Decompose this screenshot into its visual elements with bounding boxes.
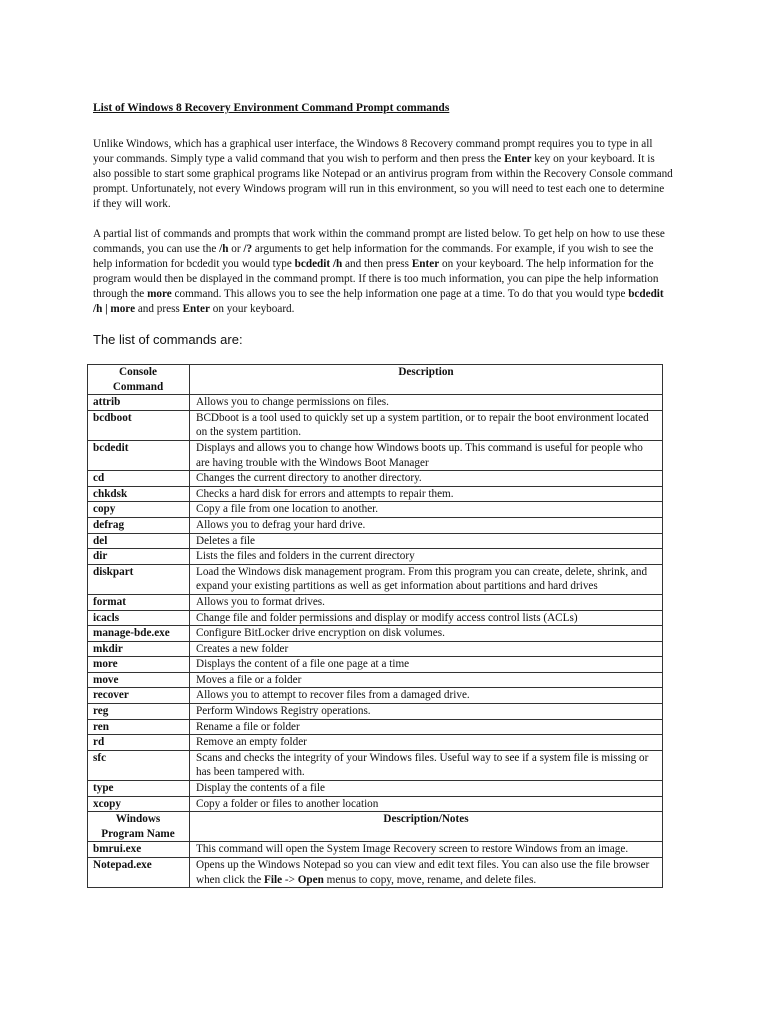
table-row — [88, 858, 663, 888]
commands-table-body — [88, 365, 663, 888]
command-description: Lists the files and folders in the current directory — [190, 549, 663, 565]
intro-paragraph: Unlike Windows, which has a graphical user interface, the Windows 8 Recovery command prompt requires you to type in all your commands. Simply type a valid command that you wish to perform and then press the Enter key on your keyboard. It is also possible to start some graphical programs like Notepad or an antivirus program from within the Recovery Console command prompt. Unfortunately, not every Windows program will run in this environment, so you will need to test each one to determine if they will work. — [93, 138, 673, 210]
command-description: Change file and folder permissions and display or modify access control lists (ACLs) — [190, 610, 663, 626]
command-description: Copy a folder or files to another location — [190, 796, 663, 812]
command-name: bcdedit — [88, 440, 190, 470]
table-row — [88, 796, 663, 812]
command-name: del — [88, 533, 190, 549]
table-row — [88, 395, 663, 411]
command-name: ren — [88, 719, 190, 735]
command-name: reg — [88, 704, 190, 720]
command-description: Allows you to format drives. — [190, 594, 663, 610]
command-name: attrib — [88, 395, 190, 411]
command-name: chkdsk — [88, 486, 190, 502]
command-name: type — [88, 781, 190, 797]
table-row — [88, 440, 663, 470]
table-row — [88, 641, 663, 657]
bold-term: Enter — [182, 303, 210, 315]
command-description: Allows you to defrag your hard drive. — [190, 517, 663, 533]
command-description: BCDboot is a tool used to quickly set up a system partition, or to repair the boot environment located on the system partition. — [190, 410, 663, 440]
program-description: Opens up the Windows Notepad so you can view and edit text files. You can also use the file browser when click the File -> Open menus to copy, move, rename, and delete files. — [190, 858, 663, 888]
console-command-header: Console Command — [88, 365, 190, 395]
table-row — [88, 626, 663, 642]
command-description: Checks a hard disk for errors and attempts to repair them. — [190, 486, 663, 502]
command-name: mkdir — [88, 641, 190, 657]
command-name: xcopy — [88, 796, 190, 812]
command-description: Rename a file or folder — [190, 719, 663, 735]
table-row — [88, 672, 663, 688]
command-description: Scans and checks the integrity of your Windows files. Useful way to see if a system file is missing or has been tampered with. — [190, 750, 663, 780]
command-description: Load the Windows disk management program. From this program you can create, delete, shrink, and expand your existing partitions as well as get information about partitions and hard drives — [190, 564, 663, 594]
command-description: Perform Windows Registry operations. — [190, 704, 663, 720]
command-description: Allows you to change permissions on files. — [190, 395, 663, 411]
program-name: Notepad.exe — [88, 858, 190, 888]
bold-term: bcdedit /h | more — [93, 288, 664, 315]
table-row — [88, 533, 663, 549]
table-row — [88, 719, 663, 735]
table-row — [88, 471, 663, 487]
command-description: Copy a file from one location to another. — [190, 502, 663, 518]
program-name: bmrui.exe — [88, 842, 190, 858]
command-name: copy — [88, 502, 190, 518]
command-name: icacls — [88, 610, 190, 626]
bold-term: more — [147, 288, 172, 300]
command-description: Deletes a file — [190, 533, 663, 549]
command-name: more — [88, 657, 190, 673]
help-paragraph: A partial list of commands and prompts that work within the command prompt are listed below. To get help on how to use these commands, you can use the /h or /? arguments to get help information for the commands. For example, if you wish to see the help information for bcdedit you would type bcdedit /h and then press Enter on your keyboard. The help information for the program would then be displayed in the command prompt. If there is too much information, you can pipe the help information through the more command. This allows you to see the help information one page at a time. To do that you would type bcdedit /h | more and press Enter on your keyboard. — [93, 228, 665, 315]
command-name: cd — [88, 471, 190, 487]
bold-term: bcdedit /h — [294, 258, 343, 270]
command-description: Display the contents of a file — [190, 781, 663, 797]
description-header: Description — [190, 365, 663, 395]
table-row — [88, 410, 663, 440]
command-name: bcdboot — [88, 410, 190, 440]
table-row — [88, 517, 663, 533]
command-description: Moves a file or a folder — [190, 672, 663, 688]
command-description: Allows you to attempt to recover files from a damaged drive. — [190, 688, 663, 704]
table-row — [88, 502, 663, 518]
program-name-header: Windows Program Name — [88, 812, 190, 842]
commands-table — [87, 364, 663, 888]
bold-term: /h — [219, 243, 229, 255]
command-name: recover — [88, 688, 190, 704]
command-name: sfc — [88, 750, 190, 780]
table-row — [88, 549, 663, 565]
table-row — [88, 594, 663, 610]
command-description: Changes the current directory to another directory. — [190, 471, 663, 487]
command-name: defrag — [88, 517, 190, 533]
description-notes-header: Description/Notes — [190, 812, 663, 842]
table-row — [88, 486, 663, 502]
table-row — [88, 610, 663, 626]
command-description: Displays and allows you to change how Windows boots up. This command is useful for people who are having trouble with the Windows Boot Manager — [190, 440, 663, 470]
bold-term: Enter — [411, 258, 440, 270]
table-row — [88, 842, 663, 858]
table-row — [88, 657, 663, 673]
table-row — [88, 750, 663, 780]
programs-header-row — [88, 812, 663, 842]
bold-term: Open — [297, 873, 324, 886]
command-name: manage-bde.exe — [88, 626, 190, 642]
bold-term: File — [264, 873, 283, 886]
table-row — [88, 781, 663, 797]
document-page — [93, 101, 673, 888]
document-title: List of Windows 8 Recovery Environment Command Prompt commands — [93, 102, 450, 114]
command-name: rd — [88, 735, 190, 751]
table-row — [88, 688, 663, 704]
commands-header-row — [88, 365, 663, 395]
bold-term: Enter — [504, 153, 532, 165]
table-row — [88, 704, 663, 720]
list-heading: The list of commands are: — [93, 332, 243, 347]
program-description: This command will open the System Image Recovery screen to restore Windows from an image. — [190, 842, 663, 858]
command-name: dir — [88, 549, 190, 565]
command-name: move — [88, 672, 190, 688]
command-name: diskpart — [88, 564, 190, 594]
table-row — [88, 564, 663, 594]
command-description: Configure BitLocker drive encryption on disk volumes. — [190, 626, 663, 642]
command-name: format — [88, 594, 190, 610]
command-description: Remove an empty folder — [190, 735, 663, 751]
command-description: Creates a new folder — [190, 641, 663, 657]
command-description: Displays the content of a file one page at a time — [190, 657, 663, 673]
table-row — [88, 735, 663, 751]
bold-term: /? — [243, 243, 253, 255]
